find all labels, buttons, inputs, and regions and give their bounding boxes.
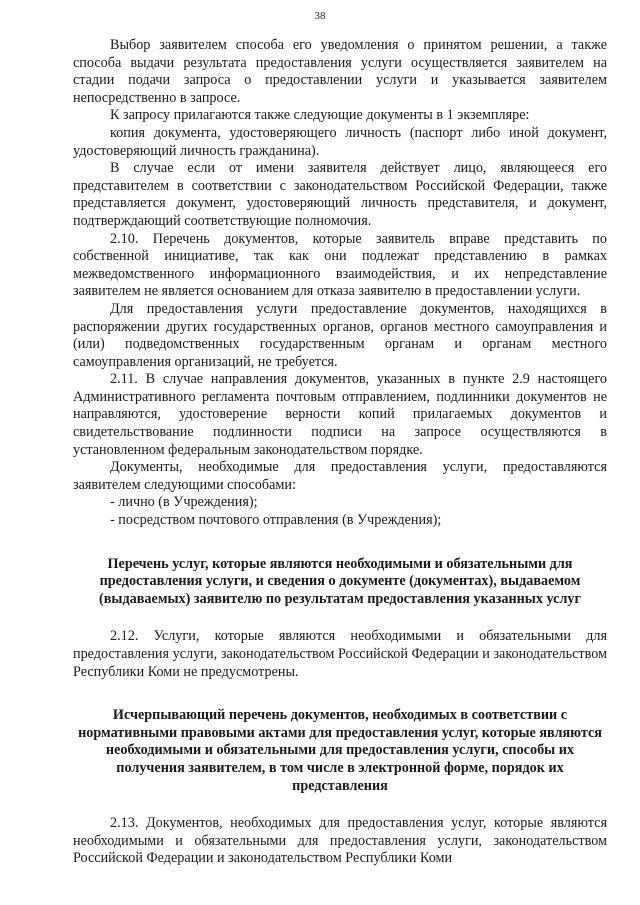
section-heading-required-services: Перечень услуг, которые являются необходимыми и обязательными для предоставления услуги, и сведения о документе (документах), выдаваемом (выдаваемых) заявителю по результатам предоставления указанных услуг xyxy=(99,555,581,607)
page-content xyxy=(73,37,607,868)
paragraph-notification-method: Выбор заявителем способа его уведомления о принятом решении, а также способа выдачи результата предоставления услуги осуществляется заявителем на стадии подачи запроса о предоставлении услуги и указывается заявителем непосредственно в запросе. xyxy=(73,37,607,106)
paragraph-identity-copy: копия документа, удостоверяющего личность (паспорт либо иной документ, удостоверяющий личность гражданина). xyxy=(73,124,607,159)
paragraph-representative: В случае если от имени заявителя действует лицо, являющееся его представителем в соответствии с законодательством Российской Федерации, также представляется документ, удостоверяющий личность представителя, и документ, подтверждающий соответствующие полномочия. xyxy=(73,160,607,229)
list-item-in-person: - лично (в Учреждения); xyxy=(110,494,258,511)
page-number: 38 xyxy=(314,10,326,22)
paragraph-2-12: 2.12. Услуги, которые являются необходимыми и обязательными для предоставления услуги, законодательством Российской Федерации и законодательством Республики Коми не предусмотрены. xyxy=(73,628,607,680)
spacer xyxy=(73,608,607,628)
paragraph-attached-documents: К запросу прилагаются также следующие документы в 1 экземпляре: xyxy=(110,107,530,124)
list-item-by-mail: - посредством почтового отправления (в Учреждения); xyxy=(110,512,442,529)
paragraph-2-13: 2.13. Документов, необходимых для предоставления услуг, которые являются необходимыми и обязательными для предоставления услуги, законодательством Российской Федерации и законодательством Республики Коми xyxy=(73,815,607,867)
paragraph-other-agencies: Для предоставления услуги предоставление документов, находящихся в распоряжении других государственных органов, органов местного самоуправления и (или) подведомственных государственным органам и органам местного самоуправления организаций, не требуется. xyxy=(73,300,607,370)
spacer xyxy=(73,795,607,815)
section-heading-document-list: Исчерпывающий перечень документов, необходимых в соответствии с нормативными правовыми актами для предоставления услуг, которые являются необходимыми и обязательными для предоставления услуги, способы их получения заявителем, в том числе в электронной форме, порядок их представления xyxy=(78,707,602,794)
spacer xyxy=(73,530,607,556)
paragraph-2-10: 2.10. Перечень документов, которые заявитель вправе представить по собственной инициативе, так как они подлежат представлению в рамках межведомственного информационного взаимодействия, и их непредставление заявителем не является основанием для отказа заявителю в предоставлении услуги. xyxy=(73,230,607,300)
paragraph-2-11: 2.11. В случае направления документов, указанных в пункте 2.9 настоящего Административного регламента почтовым отправлением, подлинники документов не направляются, удостоверение верности копий прилагаемых документов и свидетельствование подлинности подписи на запросе осуществляются в установленном федеральным законодательством порядке. xyxy=(73,371,607,458)
spacer xyxy=(73,681,607,707)
paragraph-submission-methods: Документы, необходимые для предоставления услуги, предоставляются заявителем следующими способами: xyxy=(73,459,607,493)
